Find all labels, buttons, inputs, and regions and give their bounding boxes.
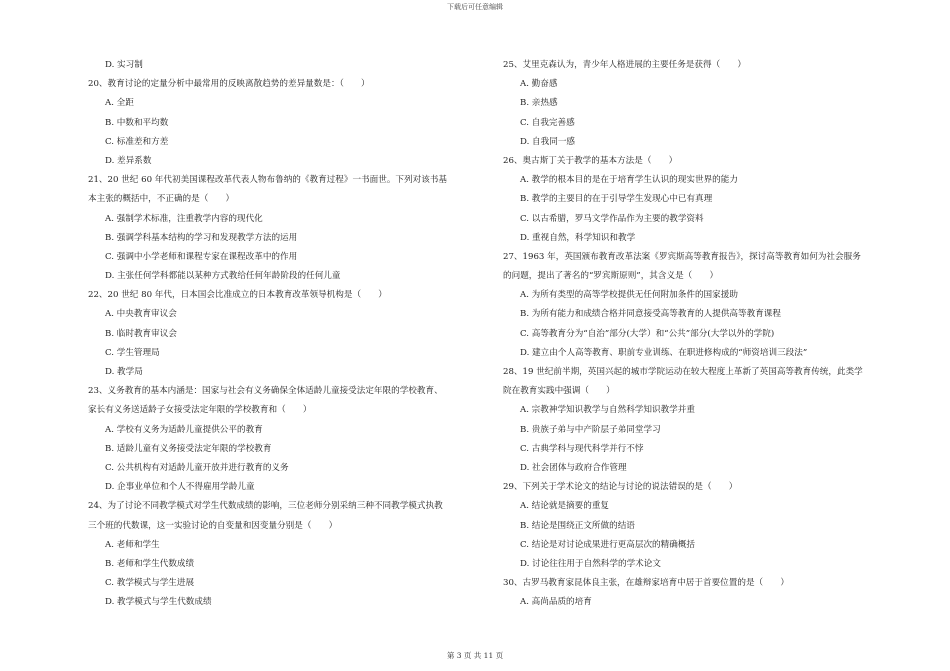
answer-option: D. 差异系数 [105, 155, 152, 166]
answer-option: C. 教学模式与学生进展 [105, 578, 195, 589]
answer-option: C. 以古希腊，罗马文学作品作为主要的教学资料 [520, 213, 704, 224]
answer-option: A. 高尚品质的培育 [520, 597, 592, 608]
question-text: 26、奥古斯丁关于教学的基本方法是（ ） [503, 155, 678, 166]
answer-option: B. 贵族子弟与中产阶层子弟同堂学习 [520, 424, 661, 435]
answer-option: D. 主张任何学科都能以某种方式教给任何年龄阶段的任何儿童 [105, 271, 341, 282]
question-text: 27、1963 年，英国颁布教育改革法案《罗宾斯高等教育报告》，探讨高等教育如何为社会服务 [503, 251, 861, 262]
answer-option: B. 老师和学生代数成绩 [105, 558, 195, 569]
answer-option: A. 教学的根本目的是在于培育学生认识的现实世界的能力 [520, 175, 738, 186]
answer-option: C. 自我完善感 [520, 117, 575, 128]
answer-option: D. 社会团体与政府合作管理 [520, 462, 627, 473]
right-column [503, 56, 895, 612]
answer-option: A. 全距 [105, 98, 134, 109]
answer-option: A. 宗教神学知识教学与自然科学知识教学并重 [520, 405, 695, 416]
question-text: 30、古罗马教育家昆体良主张，在雄辩家培育中居于首要位置的是（ ） [503, 578, 789, 589]
answer-option: A. 勤奋感 [520, 79, 558, 90]
answer-option: A. 强制学术标准，注重教学内容的现代化 [105, 213, 263, 224]
answer-option: D. 建立由个人高等教育、职前专业训练、在职进修构成的“师资培训三段法” [520, 347, 808, 358]
question-text: 家长有义务送适龄子女接受法定年限的学校教育和（ ） [88, 405, 312, 416]
answer-option: A. 中央教育审议会 [105, 309, 177, 320]
answer-option: B. 结论是围绕正文所做的结语 [520, 520, 635, 531]
answer-option: A. 结论就是摘要的重复 [520, 501, 610, 512]
answer-option: A. 学校有义务为适龄儿童提供公平的教育 [105, 424, 263, 435]
question-text: 25、艾里克森认为，青少年人格进展的主要任务是获得（ ） [503, 60, 746, 70]
answer-option: C. 学生管理局 [105, 347, 160, 358]
question-text: 21、20 世纪 60 年代初美国课程改革代表人物布鲁纳的《教育过程》一书面世。下列对该书基 [88, 175, 447, 186]
answer-option: D. 自我同一感 [520, 136, 576, 147]
question-text: 24、为了讨论不同教学模式对学生代数成绩的影响，三位老师分别采纳三种不同教学模式执教 [88, 501, 443, 512]
answer-option: D. 实习制 [105, 60, 143, 70]
answer-option: C. 高等教育分为“自治”部分(大学）和“公共”部分(大学以外的学院) [520, 328, 775, 339]
question-text: 28、19 世纪前半期，英国兴起的城市学院运动在较大程度上革新了英国高等教育传统，此类学 [503, 367, 863, 377]
question-text: 23、义务教育的基本内涵是：国家与社会有义务确保全体适龄儿童接受法定年限的学校教育、 [88, 386, 443, 397]
left-column [88, 56, 490, 612]
answer-option: B. 亲热感 [520, 98, 558, 109]
answer-option: B. 教学的主要目的在于引导学生发现心中已有真理 [520, 194, 713, 205]
question-text: 本主张的概括中，不正确的是（ ） [88, 194, 235, 205]
answer-option: B. 中数和平均数 [105, 117, 169, 128]
page-footer: 第 3 页 共 11 页 [446, 651, 504, 660]
question-text: 22、20 世纪 80 年代，日本国会比准成立的日本教育改革领导机构是（ ） [88, 290, 387, 301]
answer-option: A. 为所有类型的高等学校提供无任何附加条件的国家援助 [520, 290, 738, 301]
answer-option: D. 重视自然，科学知识和教学 [520, 232, 636, 243]
answer-option: B. 临时教育审议会 [105, 328, 177, 339]
answer-option: B. 为所有能力和成绩合格并同意接受高等教育的人提供高等教育课程 [520, 309, 781, 320]
answer-option: B. 适龄儿童有义务接受法定年限的学校教育 [105, 443, 272, 454]
page-header: 下载后可任意编辑 [447, 3, 503, 11]
answer-option: A. 老师和学生 [105, 539, 160, 550]
answer-option: C. 古典学科与现代科学并行不悖 [520, 443, 644, 454]
answer-option: C. 公共机构有对适龄儿童开放并进行教育的义务 [105, 462, 289, 473]
question-text: 三个班的代数课，这一实验讨论的自变量和因变量分别是（ ） [88, 520, 338, 531]
answer-option: C. 标准差和方差 [105, 136, 169, 147]
answer-option: D. 教学模式与学生代数成绩 [105, 597, 212, 608]
answer-option: D. 企事业单位和个人不得雇用学龄儿童 [105, 482, 255, 493]
answer-option: C. 结论是对讨论成果进行更高层次的精确概括 [520, 539, 696, 550]
answer-option: D. 教学局 [105, 367, 143, 377]
answer-option: C. 强调中小学老师和课程专家在课程改革中的作用 [105, 251, 298, 262]
question-text: 20、教育讨论的定量分析中最常用的反映离散趋势的差异量数是：（ ） [88, 79, 370, 90]
answer-option: D. 讨论往往用于自然科学的学术论文 [520, 558, 661, 569]
question-text: 院在教育实践中强调（ ） [503, 386, 615, 397]
question-text: 29、下列关于学术论文的结论与讨论的说法错误的是（ ） [503, 482, 738, 493]
question-text: 的问题，提出了著名的“罗宾斯原则”，其含义是（ ） [503, 271, 719, 282]
answer-option: B. 强调学科基本结构的学习和发现教学方法的运用 [105, 232, 298, 243]
